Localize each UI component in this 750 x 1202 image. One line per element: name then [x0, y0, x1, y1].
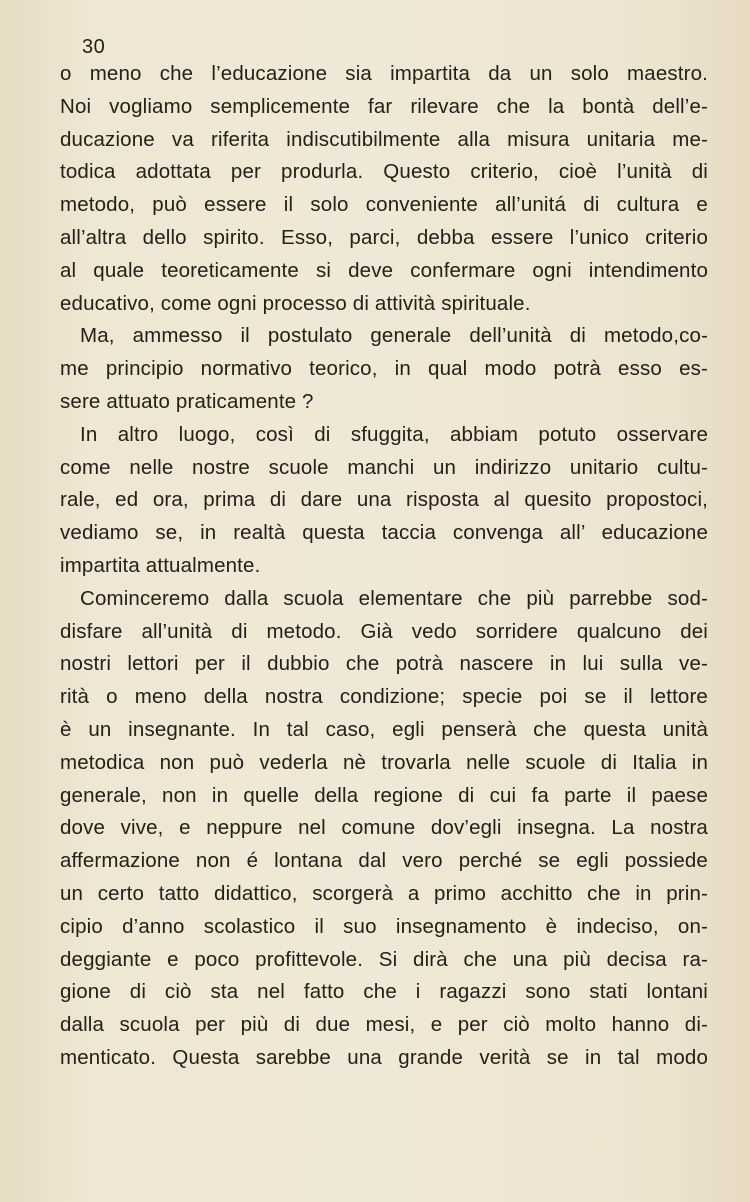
text-line: dalla scuola per più di due mesi, e per ciò molto hanno di-	[60, 1013, 708, 1037]
text-line: Cominceremo dalla scuola elementare che più parrebbe sod-	[80, 586, 708, 610]
text-line: metodo, può essere il solo conveniente all’unitá di cultura e	[60, 193, 708, 217]
text-line: todica adottata per produrla. Questo criterio, cioè l’unità di	[60, 160, 708, 184]
text-line: metodica non può vederla nè trovarla nelle scuole di Italia in	[60, 750, 708, 774]
text-line: un certo tatto didattico, scorgerà a primo acchitto che in prin-	[60, 881, 708, 905]
text-line: nostri lettori per il dubbio che potrà nascere in lui sulla ve-	[60, 652, 708, 676]
text-line: disfare all’unità di metodo. Già vedo sorridere qualcuno dei	[60, 619, 708, 643]
body-text	[60, 58, 708, 1075]
text-line: rale, ed ora, prima di dare una risposta al quesito propostoci,	[60, 488, 708, 512]
text-line: cipio d’anno scolastico il suo insegnamento è indeciso, on-	[60, 914, 708, 938]
page-number: 30	[82, 36, 106, 58]
text-line: dove vive, e neppure nel comune dov’egli insegna. La nostra	[60, 816, 708, 840]
text-line: educativo, come ogni processo di attività spirituale.	[60, 291, 531, 315]
text-line: generale, non in quelle della regione di cui fa parte il paese	[60, 783, 708, 807]
text-line: al quale teoreticamente si deve confermare ogni intendimento	[60, 258, 708, 282]
text-line: me principio normativo teorico, in qual modo potrà esso es-	[60, 357, 708, 381]
text-line: sere attuato praticamente ?	[60, 389, 314, 413]
text-line: menticato. Questa sarebbe una grande verità se in tal modo	[60, 1045, 708, 1069]
text-line: deggiante e poco profittevole. Si dirà che una più decisa ra-	[60, 947, 708, 971]
text-line: rità o meno della nostra condizione; specie poi se il lettore	[60, 685, 708, 709]
text-line: o meno che l’educazione sia impartita da un solo maestro.	[60, 62, 708, 85]
text-line: vediamo se, in realtà questa taccia convenga all’ educazione	[60, 521, 708, 545]
text-line: Ma, ammesso il postulato generale dell’unità di metodo,co-	[80, 324, 708, 348]
text-line: In altro luogo, così di sfuggita, abbiam potuto osservare	[80, 422, 708, 446]
text-line: ducazione va riferita indiscutibilmente alla misura unitaria me-	[60, 127, 708, 151]
text-line: affermazione non é lontana dal vero perché se egli possiede	[60, 849, 708, 873]
text-line: è un insegnante. In tal caso, egli penserà che questa unità	[60, 717, 708, 741]
text-line: Noi vogliamo semplicemente far rilevare che la bontà dell’e-	[60, 94, 708, 118]
text-line: impartita attualmente.	[60, 553, 261, 577]
text-line: all’altra dello spirito. Esso, parci, debba essere l’unico criterio	[60, 225, 708, 249]
text-line: gione di ciò sta nel fatto che i ragazzi sono stati lontani	[60, 980, 708, 1004]
text-line: come nelle nostre scuole manchi un indirizzo unitario cultu-	[60, 455, 708, 479]
